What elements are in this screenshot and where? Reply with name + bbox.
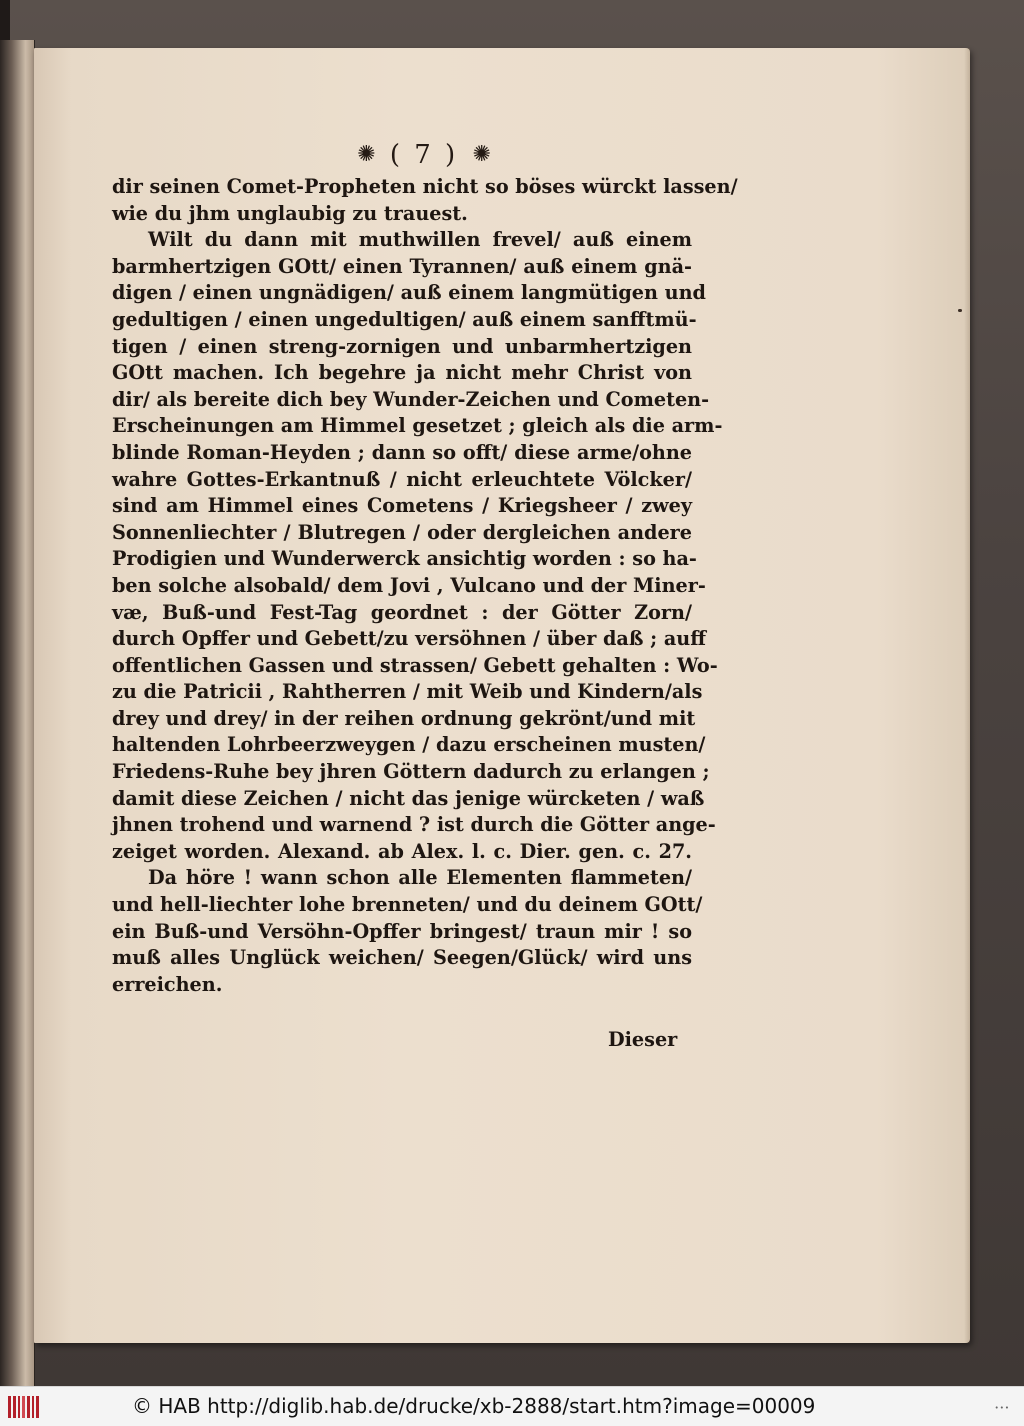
hab-logo-icon [8, 1396, 42, 1418]
text-line: væ, Buß-und Fest-Tag geordnet : der Götter Zorn/ [112, 600, 692, 624]
page-header [324, 136, 524, 172]
text-line: ben solche alsobald/ dem Jovi , Vulcano und der Miner- [112, 573, 706, 597]
facing-page-edge [0, 40, 35, 1386]
copyright-url[interactable]: © HAB http://diglib.hab.de/drucke/xb-2888/start.htm?image=00009 [132, 1394, 816, 1418]
text-line: muß alles Unglück weichen/ Seegen/Glück/ wird uns [112, 946, 692, 970]
text-line: sind am Himmel eines Cometens / Kriegsheer / zwey [112, 494, 692, 518]
catchword: Dieser [608, 1028, 678, 1051]
text-line: haltenden Lohrbeerzweygen / dazu erscheinen musten/ [112, 733, 706, 757]
text-line: zeiget worden. Alexand. ab Alex. l. c. Dier. gen. c. 27. [112, 839, 692, 863]
ink-mark [958, 309, 962, 312]
header-ornament-right-icon: ✺ [472, 142, 491, 167]
book-page [34, 48, 970, 1343]
footer-dots: ••• [994, 1404, 1010, 1412]
text-line: barmhertzigen GOtt/ einen Tyrannen/ auß einem gnä- [112, 254, 692, 278]
text-line: digen / einen ungnädigen/ auß einem langmütigen und [112, 281, 706, 305]
text-line: dir/ als bereite dich bey Wunder-Zeichen und Cometen- [112, 387, 710, 411]
text-line: dir seinen Comet-Propheten nicht so böses würckt lassen/ [112, 175, 738, 198]
text-line: tigen / einen streng-zornigen und unbarmhertzigen [112, 334, 692, 358]
page-text [112, 174, 738, 998]
text-line: Sonnenliechter / Blutregen / oder dergleichen andere [112, 520, 692, 544]
text-line: Friedens-Ruhe bey jhren Göttern dadurch zu erlangen ; [112, 760, 710, 784]
text-line: erreichen. [112, 972, 223, 996]
text-line: wahre Gottes-Erkantnuß / nicht erleuchtete Völcker/ [112, 467, 692, 491]
text-line: jhnen trohend und warnend ? ist durch die Götter ange- [112, 813, 716, 837]
page-number: ( 7 ) [389, 140, 459, 170]
text-line: gedultigen / einen ungedultigen/ auß einem sanfftmü- [112, 307, 697, 331]
text-line: zu die Patricii , Rahtherren / mit Weib und Kindern/als [112, 680, 703, 704]
text-line: GOtt machen. Ich begehre ja nicht mehr Christ von [112, 361, 692, 385]
text-line: und hell-liechter lohe brenneten/ und du deinem GOtt/ [112, 893, 703, 917]
text-line: blinde Roman-Heyden ; dann so offt/ diese arme/ohne [112, 440, 692, 464]
text-line: Prodigien und Wunderwerck ansichtig worden : so ha- [112, 547, 697, 571]
text-line: Wilt du dann mit muthwillen frevel/ auß einem [148, 228, 692, 252]
text-line: wie du jhm unglaubig zu trauest. [112, 201, 468, 225]
text-line: durch Opffer und Gebett/zu versöhnen / über daß ; auff [112, 627, 706, 651]
footer-bar [0, 1386, 1024, 1426]
text-line: offentlichen Gassen und strassen/ Gebett gehalten : Wo- [112, 653, 718, 677]
text-line: Da höre ! wann schon alle Elementen flammeten/ [148, 866, 692, 890]
text-line: ein Buß-und Versöhn-Opffer bringest/ traun mir ! so [112, 919, 692, 943]
text-line: damit diese Zeichen / nicht das jenige würcketen / waß [112, 786, 705, 810]
header-ornament-left-icon: ✺ [357, 142, 376, 167]
text-line: Erscheinungen am Himmel gesetzet ; gleich als die arm- [112, 414, 723, 438]
text-line: drey und drey/ in der reihen ordnung gekrönt/und mit [112, 706, 696, 730]
